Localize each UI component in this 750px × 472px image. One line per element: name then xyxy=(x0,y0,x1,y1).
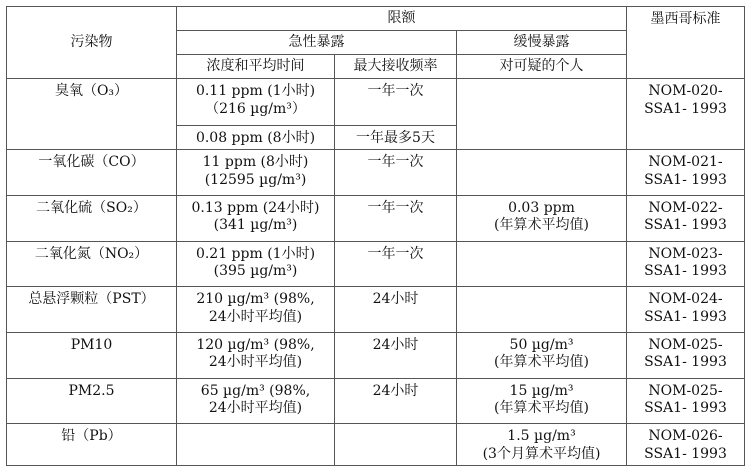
standard-line-2: SSA1- 1993 xyxy=(644,100,727,117)
concentration-line-2: 24小时平均值) xyxy=(208,308,303,325)
concentration-line-2: (341 µg/m³) xyxy=(213,217,298,234)
mexico-standard-cell xyxy=(627,79,745,150)
chronic-line-1: 1.5 µg/m³ xyxy=(507,428,576,445)
frequency-cell: 一年一次 xyxy=(335,195,457,241)
table-row xyxy=(7,424,745,466)
pollutant-cell: 二氧化硫（SO₂） xyxy=(7,195,177,241)
table-row xyxy=(7,195,745,241)
frequency-cell: 24小时 xyxy=(335,332,457,378)
air-quality-standards-table xyxy=(6,6,745,466)
frequency-cell: 24小时 xyxy=(335,287,457,333)
standard-line-2: SSA1- 1993 xyxy=(644,445,727,462)
pollutant-cell: 总悬浮颗粒（PST） xyxy=(7,287,177,333)
concentration-line-2: (395 µg/m³) xyxy=(213,263,298,279)
table-row xyxy=(7,79,745,126)
standard-line-1: NOM-023- xyxy=(648,245,723,262)
header-susceptible-individuals: 对可疑的个人 xyxy=(457,55,627,79)
standard-line-1: NOM-021- xyxy=(648,154,723,171)
concentration-line-1: 0.08 ppm (8小时) xyxy=(195,129,316,146)
frequency-cell: 一年最多5天 xyxy=(335,125,457,149)
standard-line-1: NOM-025- xyxy=(648,336,723,353)
standard-line-2: SSA1- 1993 xyxy=(644,354,727,371)
chronic-cell xyxy=(457,287,627,333)
table-row xyxy=(7,287,745,333)
concentration-line-1: 0.21 ppm (1小时) xyxy=(195,245,316,262)
pollutant-cell: 铅（Pb） xyxy=(7,424,177,466)
table-row xyxy=(7,241,745,287)
chronic-cell xyxy=(457,195,627,241)
concentration-line-2: 24小时平均值) xyxy=(208,400,303,417)
header-limits: 限额 xyxy=(177,7,627,31)
concentration-line-2: (12595 µg/m³) xyxy=(204,171,307,188)
frequency-cell xyxy=(335,424,457,466)
chronic-cell xyxy=(457,424,627,466)
standard-line-1: NOM-022- xyxy=(648,199,723,216)
chronic-cell xyxy=(457,241,627,287)
chronic-line-2: (年算术平均值) xyxy=(494,400,589,417)
header-acute-exposure: 急性暴露 xyxy=(177,31,457,55)
chronic-line-2: (年算术平均值) xyxy=(494,354,589,371)
frequency-cell: 24小时 xyxy=(335,378,457,424)
mexico-standard-cell xyxy=(627,287,745,333)
chronic-line-1: 50 µg/m³ xyxy=(509,336,574,353)
table-row xyxy=(7,378,745,424)
standard-line-1: NOM-025- xyxy=(648,382,723,399)
concentration-cell xyxy=(177,125,335,149)
pollutant-cell: 臭氧（O₃） xyxy=(7,79,177,150)
chronic-cell xyxy=(457,79,627,150)
chronic-line-1: 15 µg/m³ xyxy=(509,382,574,399)
standard-line-2: SSA1- 1993 xyxy=(644,308,727,325)
standard-line-2: SSA1- 1993 xyxy=(644,400,727,417)
chronic-cell xyxy=(457,150,627,196)
header-pollutant: 污染物 xyxy=(7,7,177,79)
concentration-line-1: 210 µg/m³ (98%, xyxy=(196,291,315,308)
standard-line-2: SSA1- 1993 xyxy=(644,263,727,279)
pollutant-cell: 二氧化氮（NO₂） xyxy=(7,241,177,287)
table-row xyxy=(7,332,745,378)
chronic-line-1: 0.03 ppm xyxy=(508,199,575,216)
standard-line-2: SSA1- 1993 xyxy=(644,217,727,234)
concentration-line-1: 0.13 ppm (24小时) xyxy=(191,199,320,216)
concentration-line-2: 24小时平均值) xyxy=(208,354,303,371)
mexico-standard-cell xyxy=(627,195,745,241)
concentration-line-1: 120 µg/m³ (98%, xyxy=(196,336,315,353)
chronic-line-2: (年算术平均值) xyxy=(494,217,589,234)
concentration-cell xyxy=(177,332,335,378)
frequency-cell: 一年一次 xyxy=(335,79,457,126)
mexico-standard-cell xyxy=(627,241,745,287)
concentration-line-2: （216 µg/m³） xyxy=(205,100,306,117)
standard-line-1: NOM-026- xyxy=(648,428,723,445)
pollutant-cell: PM10 xyxy=(7,332,177,378)
concentration-cell xyxy=(177,195,335,241)
frequency-cell: 一年一次 xyxy=(335,150,457,196)
mexico-standard-cell xyxy=(627,378,745,424)
concentration-cell xyxy=(177,287,335,333)
header-concentration-averaging-time: 浓度和平均时间 xyxy=(177,55,335,79)
header-mexico-standard: 墨西哥标准 xyxy=(627,7,745,79)
concentration-cell xyxy=(177,424,335,466)
header-chronic-exposure: 缓慢暴露 xyxy=(457,31,627,55)
pollutant-cell: PM2.5 xyxy=(7,378,177,424)
concentration-cell xyxy=(177,79,335,126)
pollutant-cell: 一氧化碳（CO） xyxy=(7,150,177,196)
standard-line-2: SSA1- 1993 xyxy=(644,171,727,188)
concentration-cell xyxy=(177,241,335,287)
concentration-line-1: 65 µg/m³ (98%, xyxy=(200,382,311,399)
table-row xyxy=(7,150,745,196)
standard-line-1: NOM-024- xyxy=(648,291,723,308)
mexico-standard-cell xyxy=(627,424,745,466)
chronic-cell xyxy=(457,332,627,378)
chronic-line-2: (3个月算术平均值) xyxy=(482,445,601,462)
concentration-line-1: 0.11 ppm (1小时) xyxy=(195,83,316,99)
chronic-cell xyxy=(457,378,627,424)
mexico-standard-cell xyxy=(627,150,745,196)
header-max-frequency: 最大接收频率 xyxy=(335,55,457,79)
standard-line-1: NOM-020- xyxy=(648,83,723,99)
concentration-cell xyxy=(177,378,335,424)
concentration-line-1: 11 ppm (8小时) xyxy=(202,154,309,171)
concentration-cell xyxy=(177,150,335,196)
frequency-cell: 一年一次 xyxy=(335,241,457,287)
mexico-standard-cell xyxy=(627,332,745,378)
